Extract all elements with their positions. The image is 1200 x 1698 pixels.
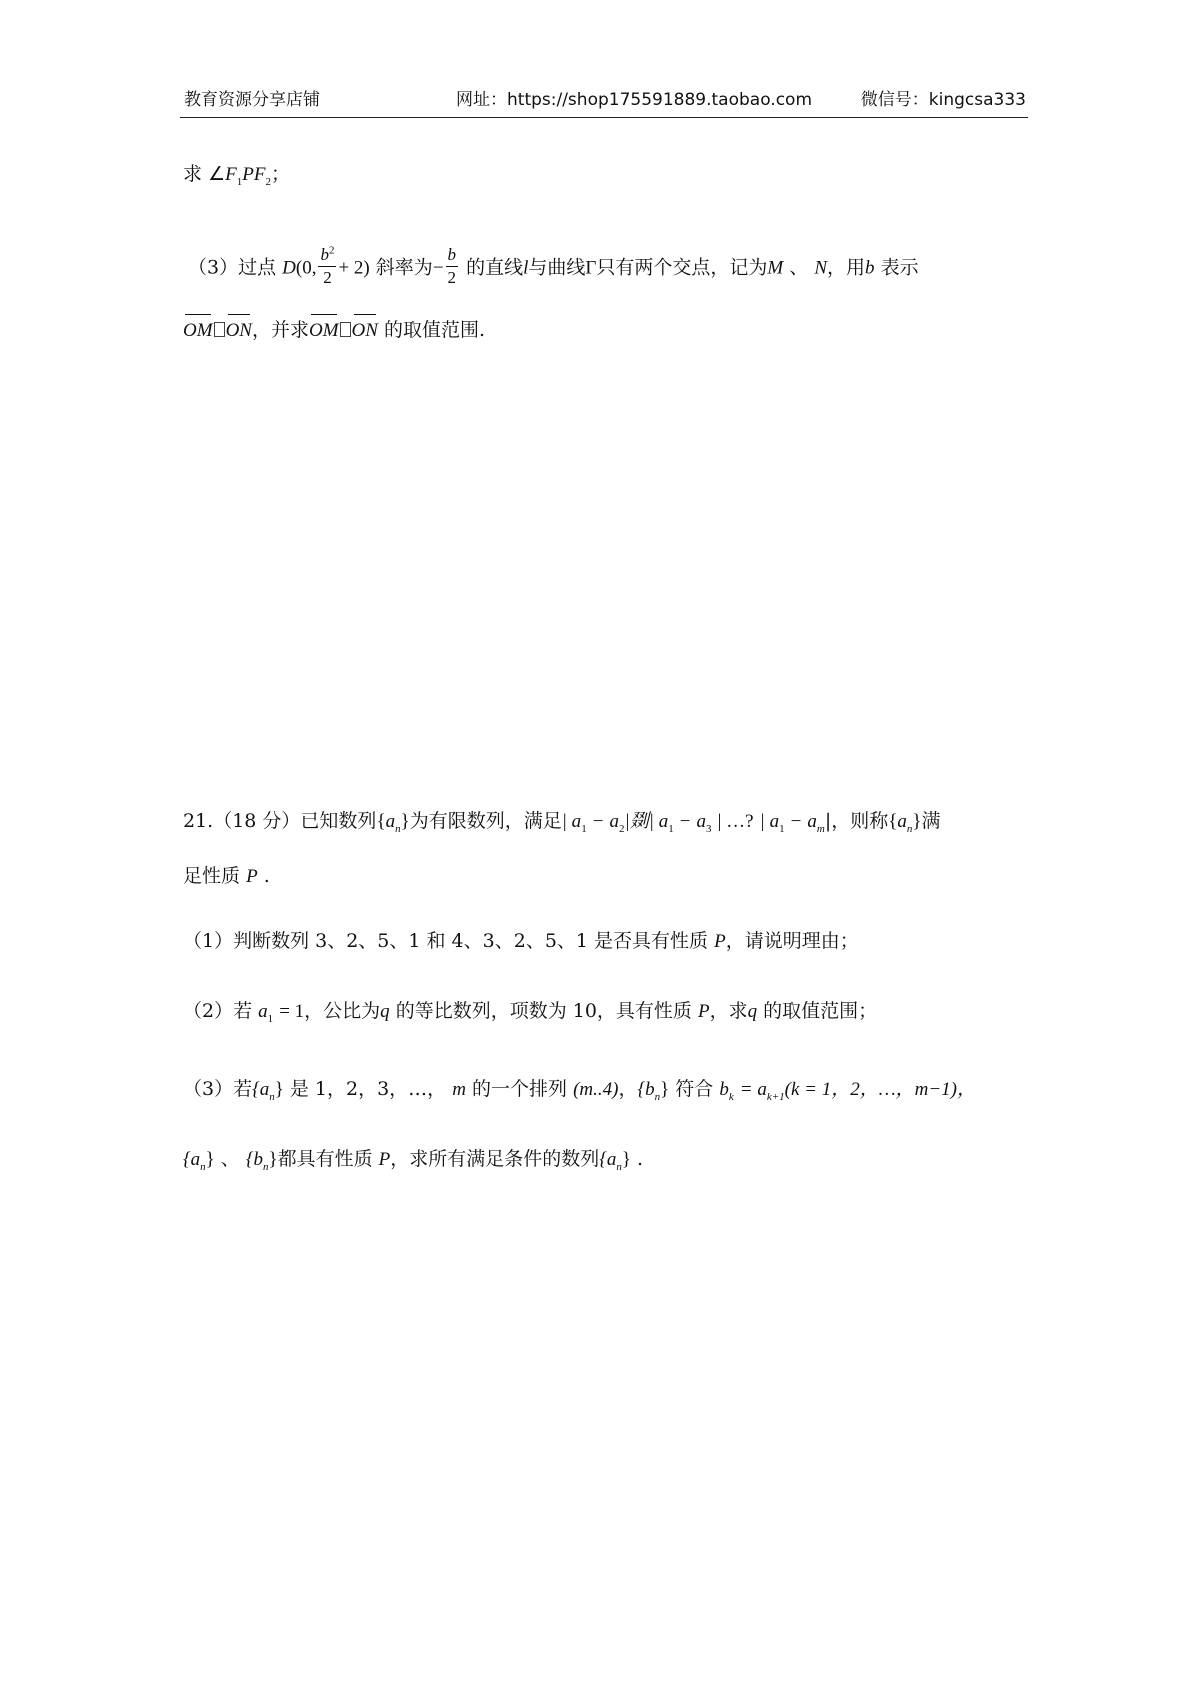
angle-symbol: ∠ (208, 164, 226, 185)
subscript: 2 (265, 175, 271, 188)
q21-line1 (183, 807, 941, 836)
text: 的等比数列，项数为 10，具有性质 (395, 1000, 692, 1022)
denominator: 2 (323, 268, 332, 287)
math-text: | a (561, 811, 582, 832)
subscript: 2 (619, 822, 625, 835)
math-var: b (719, 1079, 729, 1100)
dot-product-glyph (214, 322, 225, 337)
math-var: P (697, 1001, 710, 1022)
text: . (263, 865, 270, 887)
subscript: 1 (668, 822, 674, 835)
math-text: } (268, 1149, 278, 1170)
math-var: a (609, 811, 619, 832)
math-text: } (621, 1149, 631, 1170)
fraction-b-over-2 (446, 244, 459, 289)
subscript: 1 (581, 822, 587, 835)
text: 只有两个交点，记为 (596, 256, 768, 279)
minus-sign: − (592, 811, 604, 832)
vector-on: ON (226, 317, 252, 345)
text: 为有限数列，满足 (409, 810, 562, 832)
math-text: {a (183, 1149, 201, 1170)
subscript: m (816, 822, 825, 835)
header-shop-name: 教育资源分享店铺 (184, 90, 320, 110)
subscript: n (200, 1160, 206, 1173)
subscript: k+1 (766, 1090, 785, 1103)
subscript: n (262, 1160, 269, 1173)
math-var: Γ (585, 257, 597, 279)
math-var: a (807, 811, 817, 832)
text: 的直线 (466, 256, 524, 279)
header-wechat: 微信号：kingcsa333 (860, 90, 1026, 110)
text: ，用 (827, 256, 866, 279)
minus-sign: − (790, 811, 802, 832)
text: ，并求 (251, 319, 309, 341)
fraction-b2-over-2 (318, 244, 336, 289)
header-divider (180, 117, 1028, 118)
subscript: 1 (779, 822, 785, 835)
text: ，求 (709, 1000, 748, 1022)
math-var: q (747, 1001, 758, 1022)
math-text: (m..4) (573, 1079, 619, 1100)
text: 表示 (880, 256, 919, 279)
subscript: 3 (706, 822, 712, 835)
text: 斜率为 (375, 256, 433, 279)
math-var: F (225, 164, 237, 185)
q21-part1 (183, 927, 859, 956)
text: 的取值范围； (763, 1000, 878, 1022)
math-text: } (400, 811, 410, 832)
text: 足性质 (183, 865, 241, 887)
text: 都具有性质 (277, 1148, 373, 1170)
math-text: = 1 (279, 1001, 305, 1022)
text: ； (270, 163, 290, 185)
q21-part3-line2 (183, 1145, 643, 1174)
subscript: 1 (267, 1012, 274, 1025)
denominator: 2 (447, 268, 457, 287)
text: 满 (921, 810, 941, 832)
header-url: 网址：https://shop175591889.taobao.com (456, 90, 813, 110)
math-text: {b (245, 1149, 263, 1170)
text: （3）过点 (188, 256, 277, 279)
math-var: q (380, 1001, 390, 1022)
q21-line2 (183, 862, 270, 891)
math-text: {a (252, 1079, 270, 1100)
text: . (637, 1148, 644, 1170)
math-var: M (767, 257, 784, 279)
text: ，请说明理由； (725, 930, 859, 952)
math-var: P (714, 931, 726, 952)
subscript: n (395, 822, 401, 835)
math-text: + 2) (338, 257, 370, 279)
math-text: (k = 1，2，…，m−1)， (784, 1079, 977, 1100)
numerator: b (446, 244, 459, 267)
text: （3）若 (183, 1078, 253, 1100)
text: 的取值范围. (384, 319, 486, 341)
math-var: a (258, 1001, 268, 1022)
text: 的一个排列 (472, 1078, 568, 1100)
subscript: n (269, 1090, 275, 1103)
math-var: N (814, 257, 828, 279)
math-var: D (282, 257, 296, 279)
math-text: } (660, 1079, 670, 1100)
text: 是 1，2，3，…， (289, 1078, 447, 1100)
math-text: } (274, 1079, 284, 1100)
text: 求 (183, 163, 203, 185)
math-var: m (452, 1079, 466, 1100)
math-var: P (242, 164, 254, 185)
q21-part3-line1 (183, 1075, 976, 1104)
text: |，则称 (824, 810, 889, 832)
math-var: F (253, 164, 266, 185)
question-number: 21.（18 分）已知数列 (183, 810, 377, 832)
math-text: = a (739, 1079, 767, 1100)
math-var: P (378, 1149, 391, 1170)
subscript: n (654, 1090, 661, 1103)
dot-product-glyph (340, 322, 351, 337)
superscript: 2 (328, 244, 335, 257)
text: （2）若 (183, 1000, 253, 1022)
vector-on: ON (352, 317, 378, 345)
q20-continuation (183, 160, 290, 189)
vector-om: OM (309, 317, 339, 345)
minus-sign: − (432, 257, 444, 279)
math-text: { (888, 811, 898, 832)
q21-part2 (183, 997, 877, 1026)
minus-sign: − (679, 811, 691, 832)
math-var: a (696, 811, 707, 832)
math-text: (0, (295, 257, 317, 279)
text: 符合 (675, 1078, 714, 1100)
numerator: b (320, 245, 329, 264)
math-var: P (246, 866, 258, 887)
math-var: a (385, 811, 396, 832)
q20-part3-line1 (188, 246, 919, 291)
math-text: | …? (717, 811, 754, 832)
subscript: n (906, 822, 913, 835)
math-text: } (912, 811, 922, 832)
q20-part3-line2 (183, 316, 485, 345)
page-header (180, 86, 1028, 114)
subscript: n (616, 1160, 622, 1173)
math-text: {a (599, 1149, 617, 1170)
text: ，求所有满足条件的数列 (390, 1148, 600, 1170)
text: 、 (789, 256, 809, 279)
math-var: b (865, 257, 875, 279)
text: ，公比为 (304, 1000, 381, 1022)
math-text: } (205, 1149, 215, 1170)
math-text: | a (759, 811, 780, 832)
text: （1）判断数列 3、2、5、1 和 4、3、2、5、1 是否具有性质 (183, 930, 709, 952)
math-text: { (376, 811, 386, 832)
text: 、 (220, 1148, 240, 1170)
math-text: |剟| a (624, 811, 669, 832)
text: ， (618, 1078, 638, 1100)
text: 与曲线 (528, 256, 586, 279)
math-var: l (523, 257, 529, 279)
math-text: {b (637, 1079, 655, 1100)
subscript: 1 (236, 175, 243, 188)
subscript: k (728, 1090, 734, 1103)
math-var: a (897, 811, 907, 832)
vector-om: OM (183, 317, 213, 345)
